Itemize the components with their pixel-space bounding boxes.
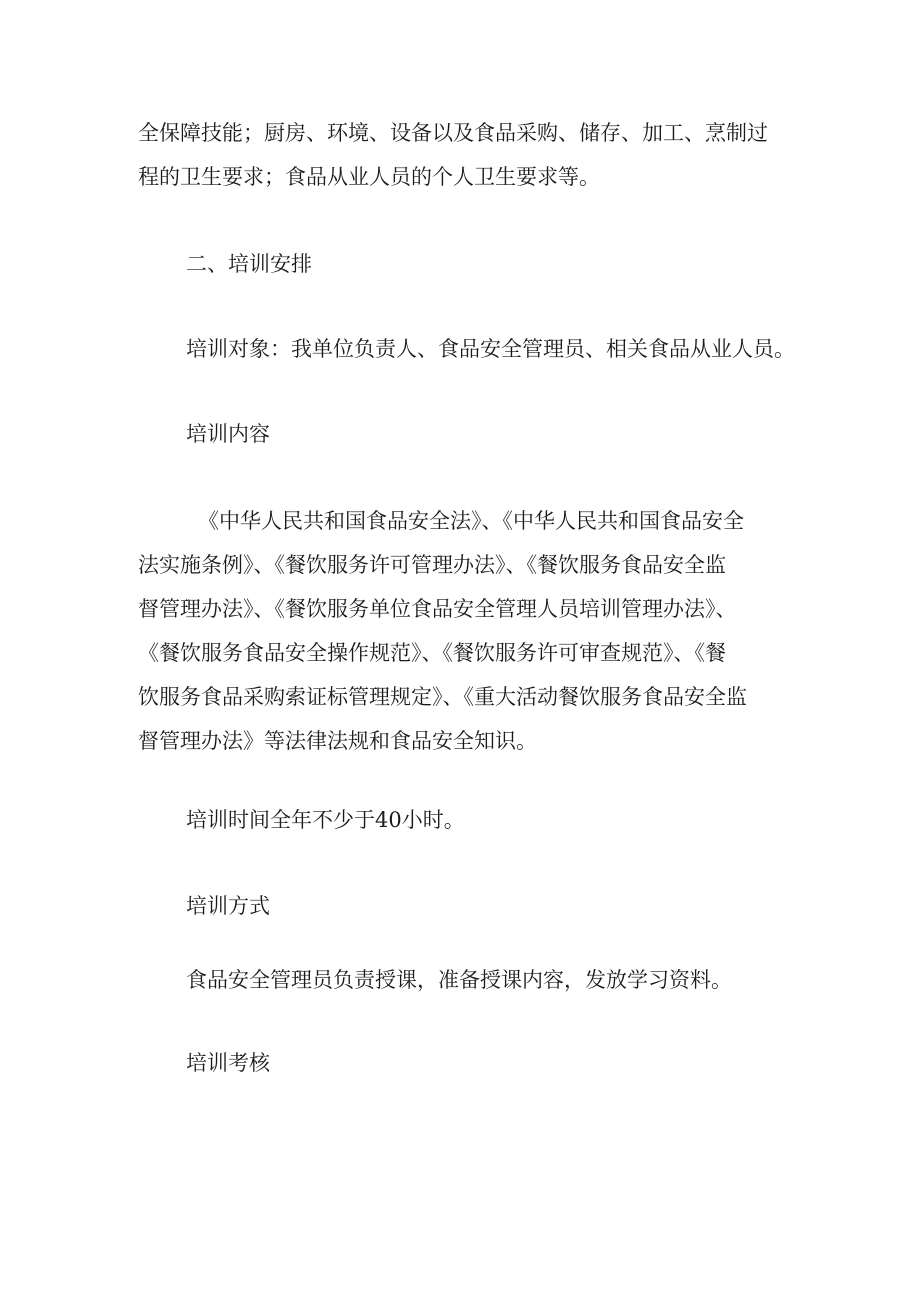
training-content-line-4: 《餐饮服务食品安全操作规范》、《餐饮服务许可审查规范》、《餐 <box>138 641 726 665</box>
training-content-line-5: 饮服务食品采购索证标管理规定》、《重大活动餐饮服务食品安全监 <box>138 685 747 709</box>
training-target-paragraph: 培训对象：我单位负责人、食品安全管理员、相关食品从业人员。 <box>186 337 795 361</box>
training-assessment-heading: 培训考核 <box>186 1051 270 1075</box>
training-content-heading: 培训内容 <box>186 422 270 446</box>
training-content-line-3: 督管理办法》、《餐饮服务单位食品安全管理人员培训管理办法》、 <box>138 597 737 621</box>
continuation-line-1: 全保障技能；厨房、环境、设备以及食品采购、储存、加工、烹制过 <box>138 121 768 145</box>
training-method-paragraph: 食品安全管理员负责授课，准备授课内容，发放学习资料。 <box>186 968 732 992</box>
training-content-line-1: 《中华人民共和国食品安全法》、《中华人民共和国食品安全 <box>198 509 744 533</box>
section-heading: 二、培训安排 <box>186 252 312 276</box>
training-content-line-2: 法实施条例》、《餐饮服务许可管理办法》、《餐饮服务食品安全监 <box>138 553 726 577</box>
continuation-line-2: 程的卫生要求；食品从业人员的个人卫生要求等。 <box>138 165 600 189</box>
training-content-line-6: 督管理办法》等法律法规和食品安全知识。 <box>138 729 537 753</box>
continuation-paragraph <box>138 111 798 199</box>
training-method-heading: 培训方式 <box>186 894 270 918</box>
training-content-paragraph <box>138 499 798 763</box>
training-time-paragraph: 培训时间全年不少于40小时。 <box>186 808 465 832</box>
